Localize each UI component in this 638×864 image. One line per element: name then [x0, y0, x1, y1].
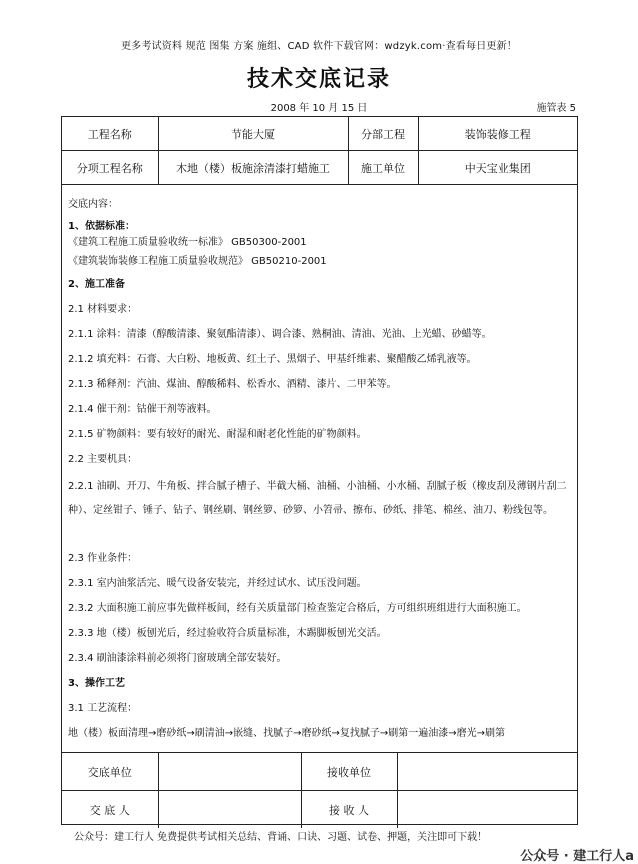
bottom-promo-note: 公众号：建工行人 免费提供考试相关总结、背诵、口诀、习题、试卷、押题，关注即可下载！ — [74, 832, 488, 843]
project-info-row — [62, 117, 577, 151]
division-value: 装饰装修工程 — [418, 117, 577, 151]
content-line: 3.1 工艺流程： — [68, 703, 138, 714]
content-line: 2.1.5 矿物颜料：要有较好的耐光、耐湿和耐老化性能的矿物颜料。 — [68, 429, 367, 440]
watermark: 公众号 · 建工行人a — [520, 849, 634, 864]
receiver-label: 接 收 人 — [301, 791, 397, 829]
receiving-unit-value — [397, 753, 577, 791]
content-line: 2.1.3 稀释剂：汽油、煤油、醇酸稀料、松香水、酒精、漆片、二甲苯等。 — [68, 379, 397, 390]
receiver-value — [397, 791, 577, 829]
section-standards: 1、依据标准： — [68, 221, 135, 232]
content-line: 2.3.1 室内油浆活完、暖气设备安装完，并经过试水、试压没问题。 — [68, 578, 367, 589]
content-line: 2.3.2 大面积施工前应事先做样板间，经有关质量部门检查鉴定合格后，方可组织班组进行大面积施工。 — [68, 603, 527, 614]
project-info-table — [62, 117, 577, 185]
standard-item: 《建筑工程施工质量验收统一标准》 GB50300-2001 — [68, 237, 307, 248]
subitem-label: 分项工程名称 — [62, 151, 158, 185]
content-line: 2.3.4 刷油漆涂料前必须将门窗玻璃全部安装好。 — [68, 653, 287, 664]
subitem-info-row — [62, 151, 577, 185]
handover-person-value — [158, 791, 301, 829]
signature-table — [62, 753, 577, 828]
top-download-note: 更多考试资料 规范 图集 方案 施组、CAD 软件下载官网：wdzyk.com·查看每日更新！ — [120, 41, 517, 52]
document-title: 技术交底记录 — [246, 66, 391, 92]
handover-unit-value — [158, 753, 301, 791]
person-row — [62, 791, 577, 829]
document-date: 2008 年 10 月 15 日 — [270, 103, 368, 114]
content-line: 2.2 主要机具： — [68, 454, 138, 465]
section-preparation: 2、施工准备 — [68, 279, 125, 290]
receiving-unit-label: 接收单位 — [301, 753, 397, 791]
record-sheet — [61, 116, 578, 825]
content-line: 2.3.3 地（楼）板刨光后，经过验收符合质量标准，木踢脚板刨光交活。 — [68, 628, 387, 639]
content-line: 2.1.1 涂料：清漆（醇酸清漆、聚氨酯清漆）、调合漆、熟桐油、清油、光油、上光蜡、砂蜡等。 — [68, 329, 492, 340]
project-name-label: 工程名称 — [62, 117, 158, 151]
project-name-value: 节能大厦 — [158, 117, 348, 151]
content-line-wrapped: 2.2.1 油刷、开刀、牛角板、拌合腻子槽子、半截大桶、油桶、小油桶、小水桶、刮腻子板（橡皮刮及薄钢片刮二种）、定丝钳子、锤子、钻子、钢丝刷、钢丝箩、砂箩、小笤帚、擦布、砂纸、排笔、棉丝、油刀、粉线包等。 — [68, 481, 567, 516]
content-line: 2.1.4 催干剂：钴催干剂等液料。 — [68, 404, 217, 415]
unit-row — [62, 753, 577, 791]
content-line: 2.3 作业条件： — [68, 553, 138, 564]
content-heading: 交底内容： — [68, 199, 118, 210]
form-number: 施管表 5 — [536, 103, 576, 114]
content-line: 2.1.2 填充料：石膏、大白粉、地板黄、红土子、黑烟子、甲基纤维素、聚醋酸乙烯乳液等。 — [68, 354, 477, 365]
handover-content — [62, 187, 577, 753]
division-label: 分部工程 — [348, 117, 418, 151]
content-line: 2.1 材料要求： — [68, 304, 138, 315]
standard-item: 《建筑装饰装修工程施工质量验收规范》 GB50210-2001 — [68, 256, 327, 267]
handover-person-label: 交 底 人 — [62, 791, 158, 829]
company-label: 施工单位 — [348, 151, 418, 185]
process-flow-line: 地（楼）板面清理→磨砂纸→刷清油→嵌缝、找腻子→磨砂纸→复找腻子→刷第一遍油漆→磨光→刷第 — [68, 728, 506, 739]
section-process: 3、操作工艺 — [68, 678, 125, 689]
subitem-value: 木地（楼）板施涂清漆打蜡施工 — [158, 151, 348, 185]
company-value: 中天宝业集团 — [418, 151, 577, 185]
handover-unit-label: 交底单位 — [62, 753, 158, 791]
